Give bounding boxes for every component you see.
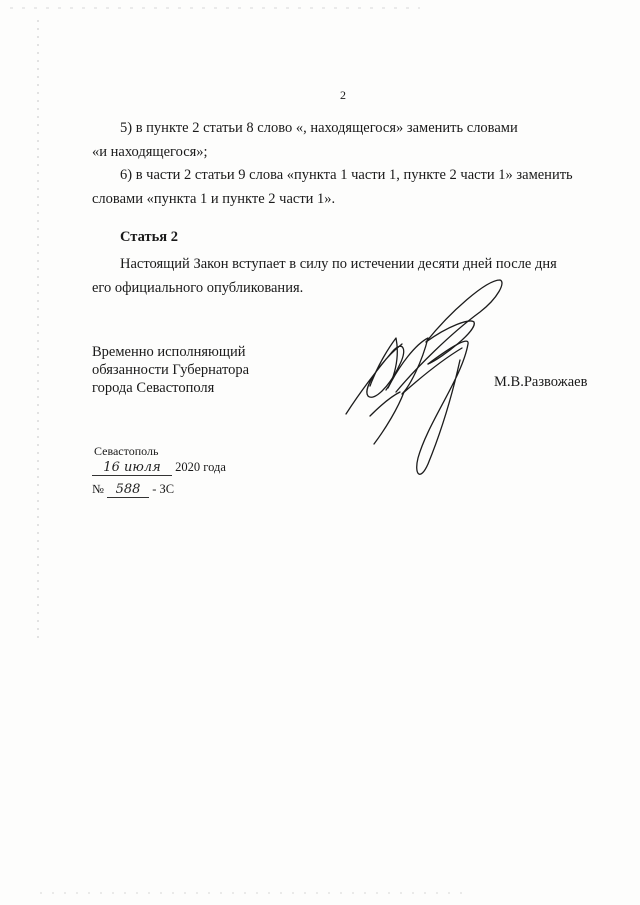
- paragraph-line: его официального опубликования.: [92, 280, 304, 296]
- paragraph-item-5: [92, 116, 598, 164]
- paragraph-line: 5) в пункте 2 статьи 8 слово «, находящегося» заменить словами: [120, 120, 518, 136]
- paragraph-line: словами «пункта 1 и пункте 2 части 1».: [92, 191, 336, 207]
- signatory-title: [92, 343, 249, 397]
- signatory-title-line: обязанности Губернатора: [92, 362, 250, 378]
- signatory-title-line: Временно исполняющий: [92, 344, 246, 360]
- paragraph-line: Настоящий Закон вступает в силу по истечении десяти дней после дня: [120, 256, 557, 272]
- signatory-title-line: города Севастополя: [92, 380, 215, 396]
- handwritten-number: 588: [107, 482, 149, 498]
- signing-date: [92, 460, 226, 476]
- handwritten-date: 16 июля: [92, 460, 172, 476]
- handwritten-signature: [330, 268, 520, 508]
- number-suffix: - ЗС: [152, 482, 175, 496]
- date-year: 2020 года: [175, 460, 226, 474]
- number-prefix: №: [92, 482, 104, 496]
- place-of-signing: Севастополь: [94, 444, 159, 458]
- article-heading: Статья 2: [120, 229, 178, 245]
- paragraph-line: 6) в части 2 статьи 9 слова «пункта 1 части 1, пункте 2 части 1» заменить: [120, 167, 573, 183]
- paragraph-line: «и находящегося»;: [92, 144, 208, 160]
- paragraph-item-6: [92, 163, 598, 211]
- law-number: [92, 482, 174, 498]
- signer-name: М.В.Развожаев: [494, 374, 588, 390]
- page-number: 2: [340, 88, 346, 102]
